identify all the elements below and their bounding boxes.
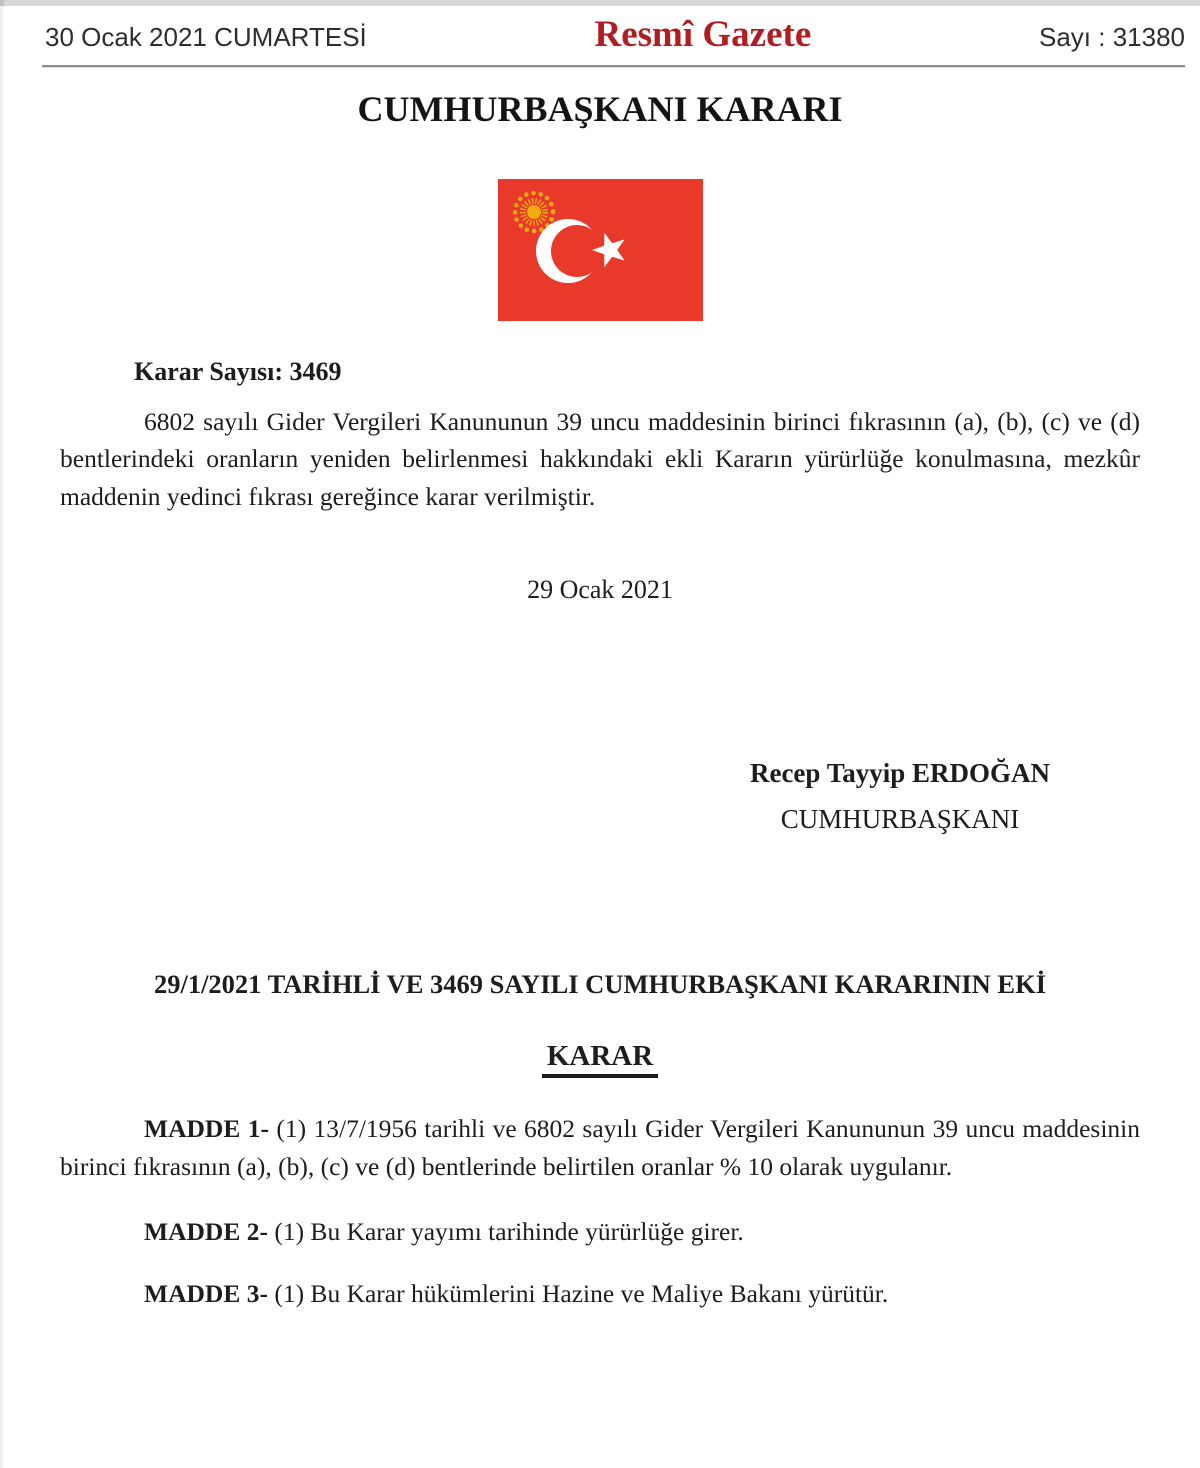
header-divider: [42, 65, 1185, 67]
gazette-title: Resmî Gazete: [594, 14, 812, 55]
article-3-label: MADDE 3-: [144, 1278, 268, 1308]
article-2: [60, 1213, 1140, 1251]
article-2-text: (1) Bu Karar yayımı tarihinde yürürlüğe girer.: [274, 1217, 744, 1247]
annex-title-container: [60, 1040, 1140, 1078]
article-2-label: MADDE 2-: [144, 1217, 268, 1247]
signatory-title: CUMHURBAŞKANI: [780, 804, 1020, 835]
document-body: [0, 89, 1200, 1313]
article-3: [60, 1275, 1140, 1313]
page-left-edge: [0, 6, 3, 1468]
article-1-label: MADDE 1-: [144, 1114, 269, 1144]
turkish-presidential-flag-icon: [498, 179, 703, 321]
annex-title: KARAR: [542, 1040, 658, 1078]
article-3-text: (1) Bu Karar hükümlerini Hazine ve Maliye Bakanı yürütür.: [274, 1278, 889, 1308]
signatory-name: Recep Tayyip ERDOĞAN: [749, 758, 1051, 789]
decision-number: Karar Sayısı: 3469: [134, 356, 342, 386]
decree-title: CUMHURBAŞKANI KARARI: [357, 88, 843, 129]
signature-block: [700, 757, 1100, 835]
decree-preamble: 6802 sayılı Gider Vergileri Kanununun 39 uncu maddesinin birinci fıkrasının (a), (b), (c) ve (d) bentlerindeki oranların yeniden belirlenmesi hakkındaki ekli Kararın yürürlüğe konulmasına, mezkûr maddenin yedinci fıkrası gereğince karar verilmiştir.: [60, 406, 1140, 511]
issue-number: Sayı : 31380: [1039, 22, 1185, 52]
article-1: [60, 1110, 1140, 1185]
decision-date: 29 Ocak 2021: [527, 575, 673, 605]
gazette-header: [0, 6, 1200, 57]
flag-container: [60, 179, 1140, 321]
article-1-text: (1) 13/7/1956 tarihli ve 6802 sayılı Gider Vergileri Kanununun 39 uncu maddesinin birinci fıkrasının (a), (b), (c) ve (d) bentlerinde belirtilen oranlar % 10 olarak uygulanır.: [60, 1114, 1140, 1181]
annex-heading: 29/1/2021 TARİHLİ VE 3469 SAYILI CUMHURBAŞKANI KARARININ EKİ: [153, 969, 1047, 1000]
publication-date: 30 Ocak 2021 CUMARTESİ: [45, 22, 367, 52]
